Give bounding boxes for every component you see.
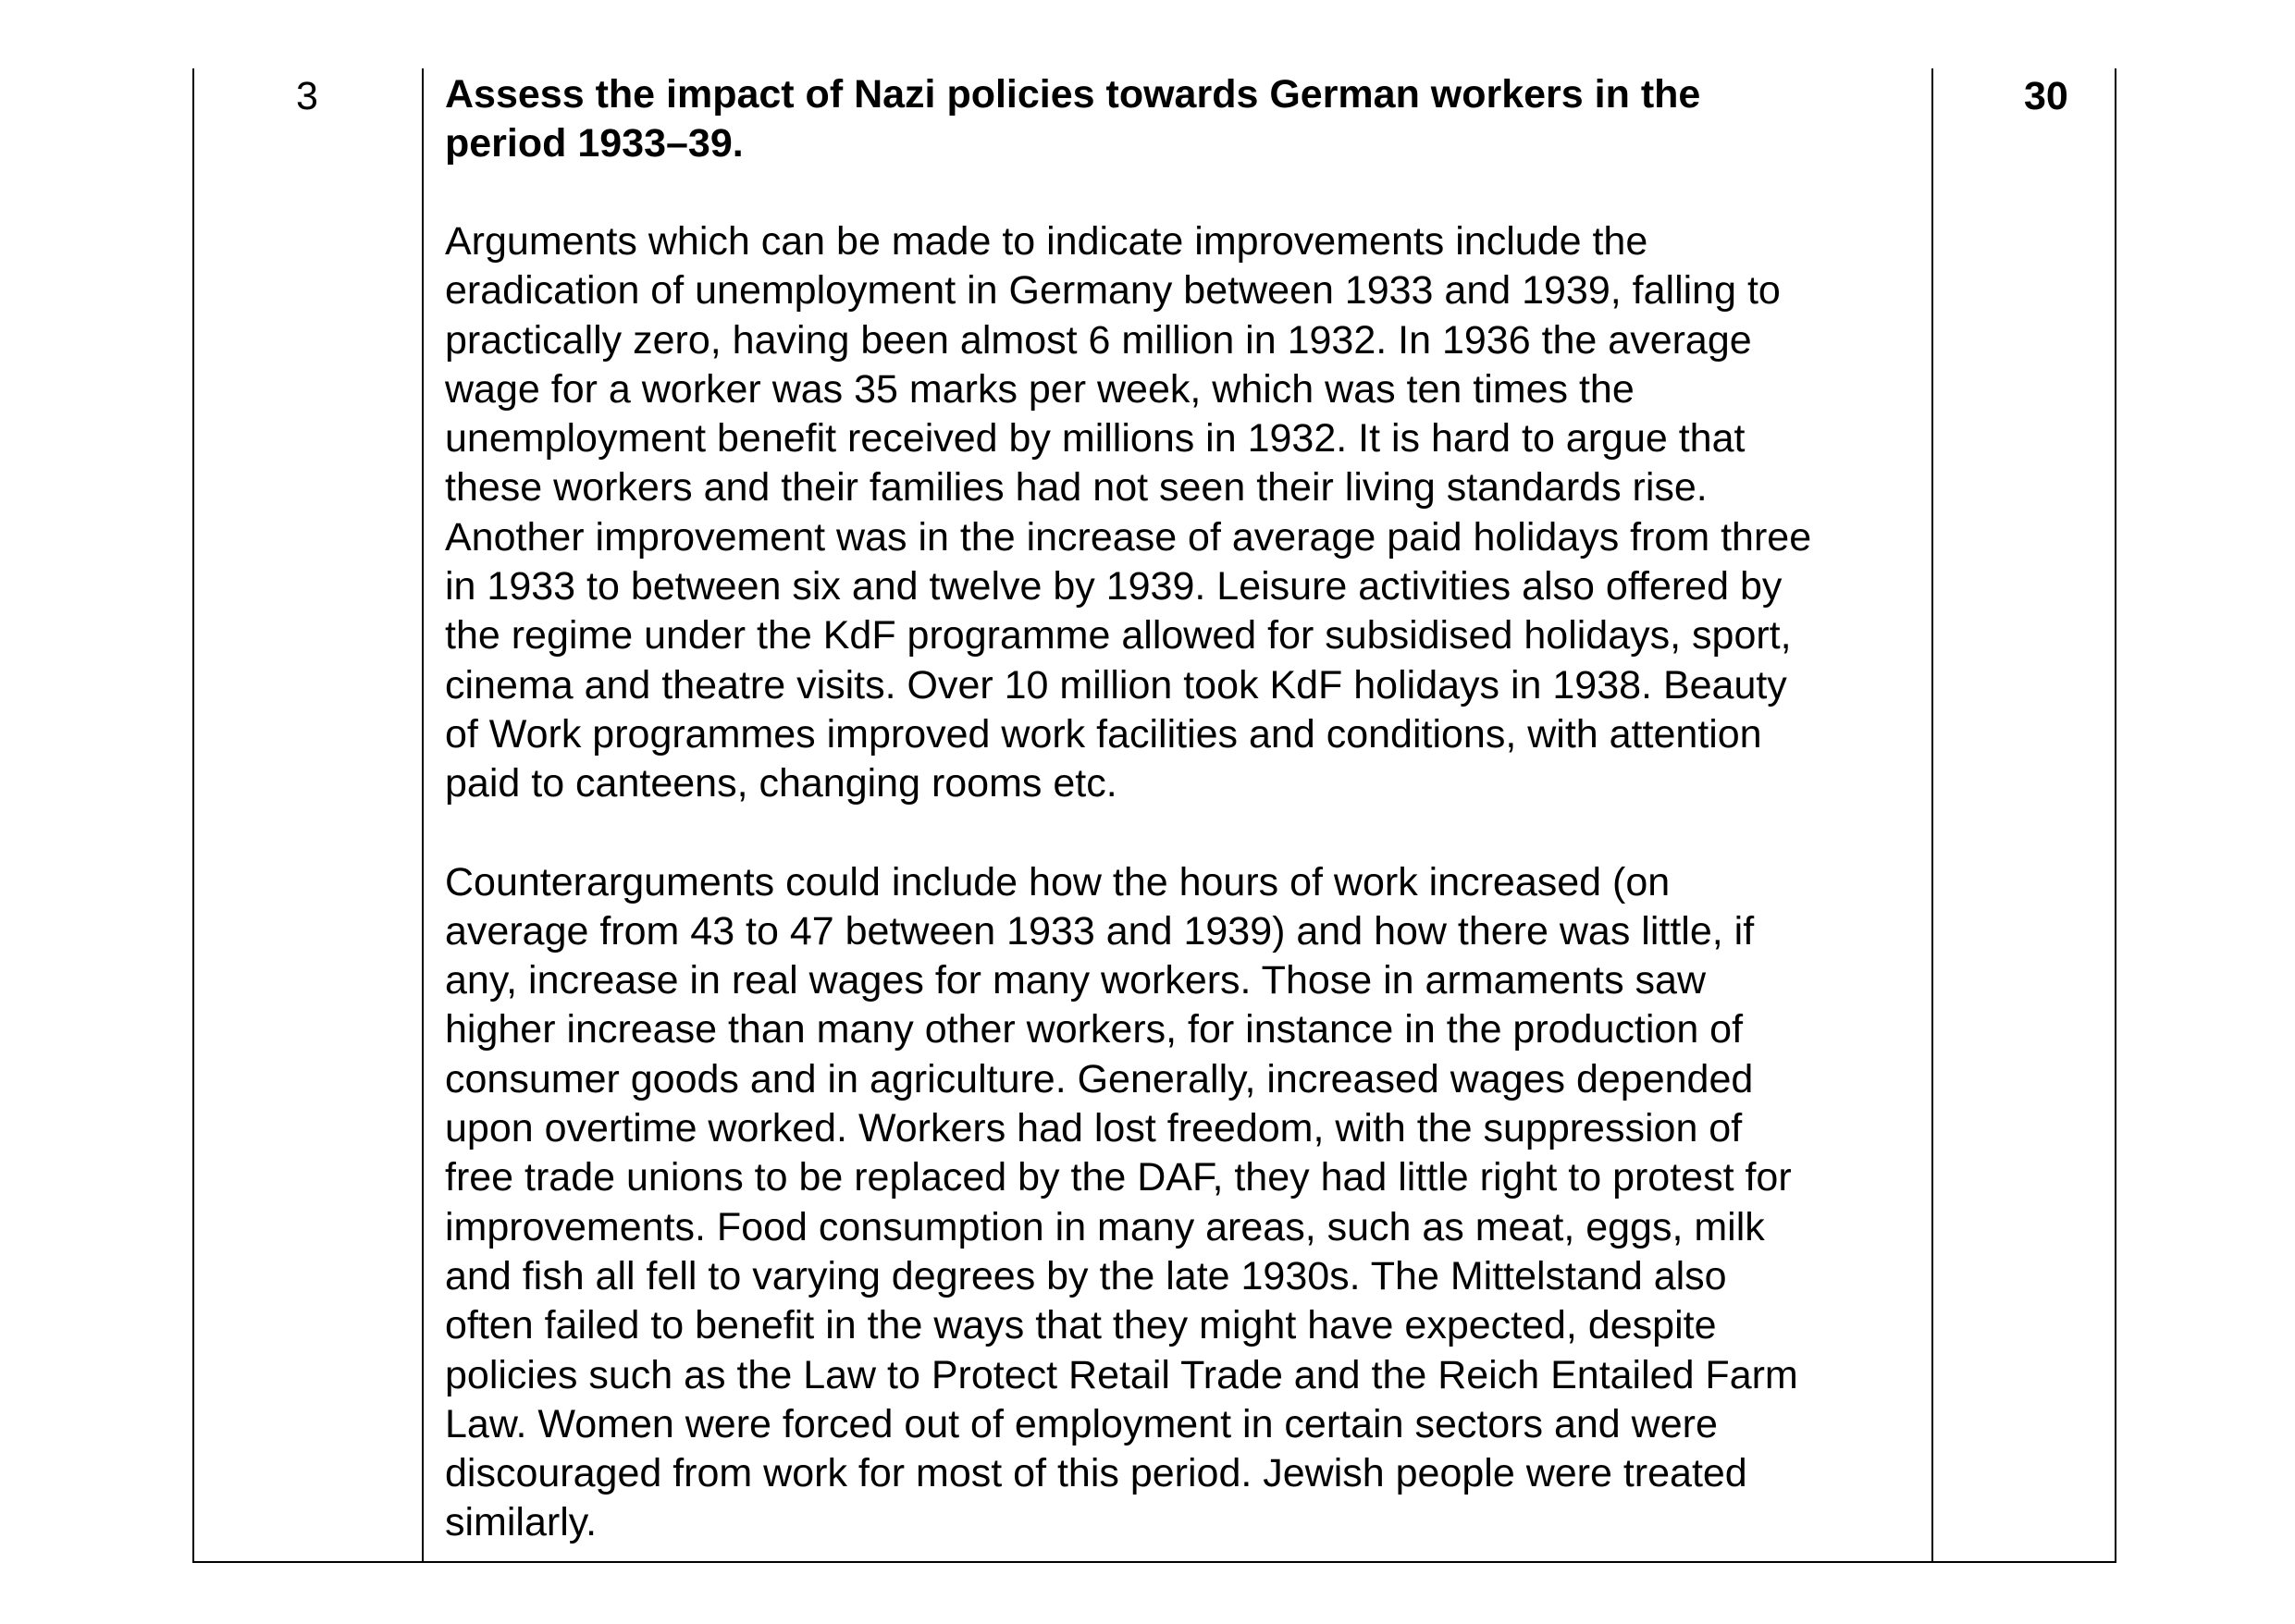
paragraph-line: any, increase in real wages for many workers. Those in armaments saw	[445, 958, 1707, 1003]
question-prompt-line-1: Assess the impact of Nazi policies towards German workers in the	[445, 72, 1701, 117]
table-border-right	[2115, 68, 2116, 1561]
paragraph-line: Counterarguments could include how the hours of work increased (on	[445, 859, 1671, 904]
question-number: 3	[296, 74, 318, 118]
paragraph-line: in 1933 to between six and twelve by 1939. Leisure activities also offered by	[445, 564, 1783, 609]
paragraph-line: higher increase than many other workers, for instance in the production of	[445, 1007, 1744, 1052]
paragraph-line: Another improvement was in the increase of average paid holidays from three	[445, 514, 1812, 560]
improvements-paragraph	[445, 217, 1906, 809]
paragraph-line: practically zero, having been almost 6 million in 1932. In 1936 the average	[445, 317, 1752, 363]
mark-scheme-table	[192, 68, 2116, 1563]
paragraph-line: Law. Women were forced out of employment in certain sectors and were	[445, 1401, 1718, 1446]
marks-value: 30	[2024, 74, 2068, 118]
column-divider-marks	[1931, 68, 1933, 1561]
counterarguments-paragraph	[445, 858, 1906, 1548]
paragraph-line: Arguments which can be made to indicate improvements include the	[445, 219, 1648, 264]
paragraph-line: free trade unions to be replaced by the DAF, they had little right to protest for	[445, 1155, 1792, 1200]
question-prompt	[445, 70, 1906, 168]
paragraph-line: of Work programmes improved work facilities and conditions, with attention	[445, 711, 1762, 757]
question-prompt-line-2: period 1933–39.	[445, 121, 744, 166]
answer-column	[445, 70, 1906, 1548]
paragraph-line: unemployment benefit received by millions in 1932. It is hard to argue that	[445, 416, 1746, 461]
paragraph-line: often failed to benefit in the ways that they might have expected, despite	[445, 1303, 1717, 1348]
paragraph-line: paid to canteens, changing rooms etc.	[445, 761, 1117, 806]
column-divider-number	[422, 68, 424, 1561]
paragraph-line: eradication of unemployment in Germany between 1933 and 1939, falling to	[445, 268, 1781, 314]
paragraph-line: upon overtime worked. Workers had lost freedom, with the suppression of	[445, 1106, 1743, 1151]
paragraph-line: discouraged from work for most of this period. Jewish people were treated	[445, 1451, 1747, 1496]
paragraph-line: improvements. Food consumption in many areas, such as meat, eggs, milk	[445, 1204, 1765, 1249]
paragraph-line: the regime under the KdF programme allowed for subsidised holidays, sport,	[445, 613, 1792, 658]
table-border-left	[192, 68, 194, 1561]
paragraph-line: consumer goods and in agriculture. Generally, increased wages depended	[445, 1056, 1754, 1101]
paragraph-line: these workers and their families had not seen their living standards rise.	[445, 465, 1708, 511]
paragraph-line: and fish all fell to varying degrees by the late 1930s. The Mittelstand also	[445, 1253, 1727, 1298]
paragraph-line: similarly.	[445, 1500, 598, 1545]
paragraph-line: policies such as the Law to Protect Retail Trade and the Reich Entailed Farm	[445, 1352, 1798, 1397]
paragraph-line: cinema and theatre visits. Over 10 million took KdF holidays in 1938. Beauty	[445, 662, 1787, 707]
paragraph-line: wage for a worker was 35 marks per week, which was ten times the	[445, 366, 1635, 412]
paragraph-line: average from 43 to 47 between 1933 and 1939) and how there was little, if	[445, 908, 1755, 953]
